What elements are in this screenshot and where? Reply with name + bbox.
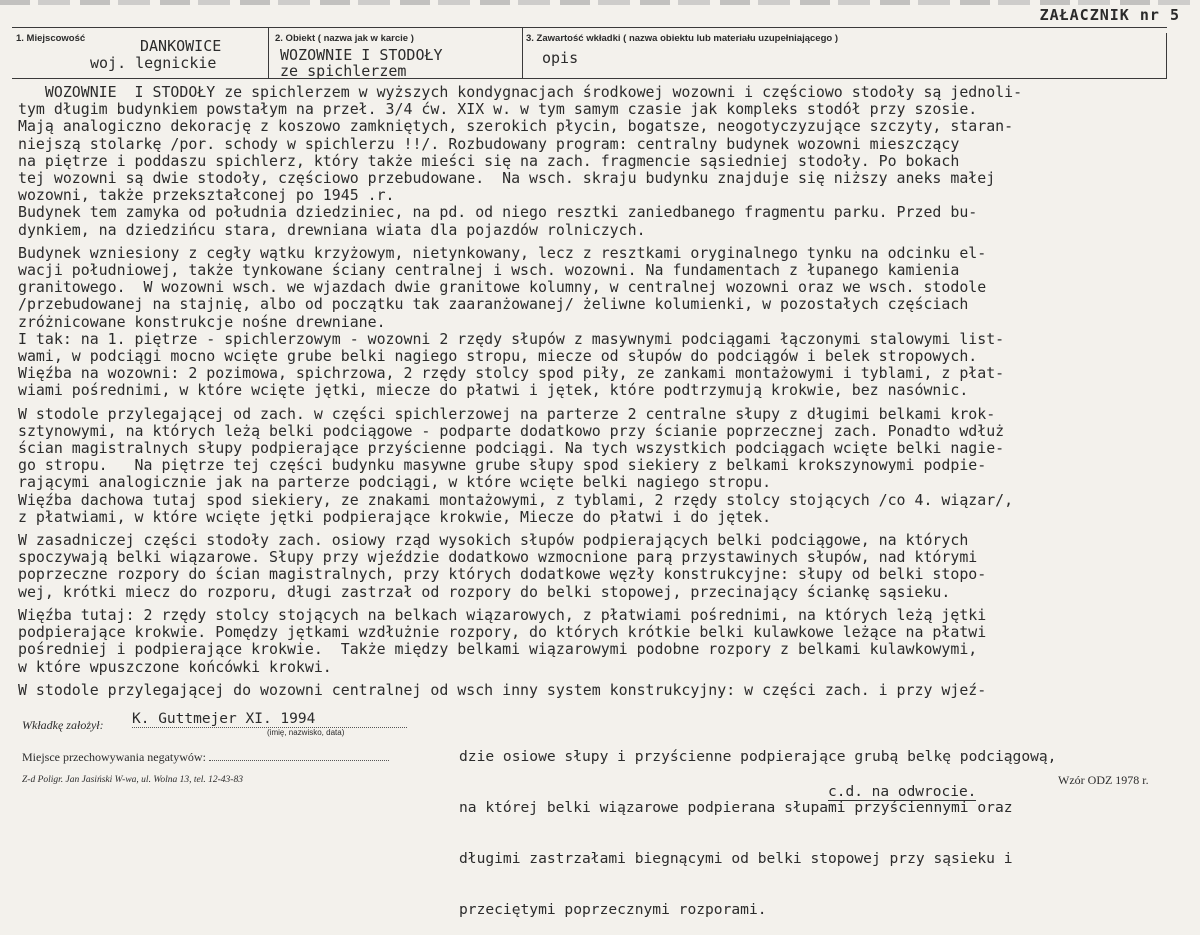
text-line: z płatwiami, w które wcięte jętki podpierające krokwie, Miecze do płatwi i do jętek. [18,507,772,526]
text-line: wacji południowej, także tynkowane ściany centralnej i wsch. wozowni. Na fundamentach z łupanego kamienia [18,261,960,280]
attachment-number: ZAŁACZNIK nr 5 [1039,6,1180,24]
printer-imprint: Z-d Poligr. Jan Jasiński W-wa, ul. Wolna 13, tel. 12-43-83 [22,775,243,785]
text-line: wami, w podciągi mocno wcięte grube belki nagiego stropu, miecze od słupów do podciągów i belek stropowych. [18,347,978,366]
form-model: Wzór ODZ 1978 r. [1058,773,1149,787]
continuation-line: przeciętymi poprzecznymi rozporami. [459,901,767,918]
text-line: na piętrze i poddaszu spichlerz, który także mieści się na zach. fragmencie sąsiedniej stodoły. Po bokach [18,151,960,170]
text-line: spoczywają belki wiązarowe. Słupy przy wjeździe dodatkowo wzmocnione parą przystawinych słupów, nad którymi [18,548,978,567]
text-line: zróżnicowane konstrukcje nośne drewniane. [18,312,386,331]
content-value: opis [542,49,579,67]
text-line: Więźba tutaj: 2 rzędy stolcy stojących na belkach wiązarowych, z płatwiami pośrednimi, na których leżą jętki [18,605,987,624]
text-line: WOZOWNIE I STODOŁY ze spichlerzem w wyższych kondygnacjach środkowej wozowni i częściowo stodoły są jednoli- [18,83,1023,101]
object-value-line2: ze spichlerzem [280,62,407,80]
top-edge-strip [0,0,1200,5]
text-line: Więźba dachowa tutaj spod siekiery, ze znakami montażowymi, z tyblami, 2 rzędy stolcy stojących /co 4. wiązar/, [18,490,1014,509]
continuation-line: długimi zastrzałami biegnącymi od belki stopowej przy sąsieku i [459,850,1013,867]
text-line: Mają analogiczno dekorację z koszowo zamkniętych, szerokich płycin, bogatsze, neogotyczyzujące szczyty, staran- [18,117,1014,136]
text-line: podpierające krokwie. Pomędzy jętkami wzdłużnie rozpory, do których krótkie belki kulawkowe leżące na płatwi [18,623,987,642]
text-line: W stodole przylegającej do wozowni centralnej od wsch inny system konstrukcyjny: w części zach. i przy wjeź- [18,680,987,699]
storage-label: Miejsce przechowywania negatywów: [22,750,206,764]
text-line: pośredniej i podpierające krokwie. Także między belkami wiązarowymi podobne rozpory z belkami kulawkowymi, [18,640,978,659]
text-line: wozowni, także przekształconej po 1945 .r. [18,186,395,205]
object-value-line1: WOZOWNIE I STODOŁY [280,46,443,64]
text-line: W stodole przylegającej od zach. w części spichlerzowej na parterze 2 centralne słupy z długimi belkami krok- [18,404,996,423]
text-line: Budynek tem zamyka od południa dziedziniec, na pd. od niego resztki zaniedbanego fragmentu parku. Przed bu- [18,203,978,222]
text-line: wej, krótki miecz do rozporu, długi zastrzał od rozpory do belki stopowej, przecinający ściankę sąsieku. [18,582,951,601]
text-line: /przebudowanej na stajnię, albo od początku tak zaaranżowanej/ żeliwne kolumienki, w pozostałych częściach [18,295,969,314]
text-line: tym długim budynkiem powstałym na przeł. 3/4 ćw. XIX w. w tym samym czasie jak kompleks stodół przy szosie. [18,100,978,119]
continuation-text [459,714,1056,935]
object-label: 2. Obiekt ( nazwa jak w karcie ) [275,33,414,44]
text-line: ścian magistralnych słupy podpierające przyścienne podciągi. Na tych wszystkich podciągach wcięte belki nagie- [18,439,1005,458]
storage-value-line [209,760,389,761]
text-line: sztynowymi, na których leżą belki podciągowe - podparte dodatkowo przy ścianie poprzecznej zach. Ponadto wdłuż [18,421,1005,440]
voivodeship-value: woj. legnickie [90,54,217,72]
place-label: 1. Miejscowość [16,33,86,44]
text-line: tej wozowni są dwie stodoły, częściowo przebudowane. Na wsch. skraju budynku znajduje się niższy aneks małej [18,169,996,188]
header-right-edge [1166,33,1167,78]
form-header [12,27,1167,79]
text-line: dynkiem, na dziedzińcu stara, drewniana wiata dla pojazdów rolniczych. [18,220,646,239]
text-line: Budynek wzniesiony z cegły wątku krzyżowym, nietynkowany, lecz z resztkami oryginalnego tynku na odcinku el- [18,243,987,262]
text-line: go stropu. Na piętrze tej części budynku masywne grube słupy spod siekiery z belkami krokszynowymi podpie- [18,456,987,475]
text-line: wiami pośrednimi, w które wcięte jętki, miecze do płatwi i jętek, które podtrzymują krokwie, bez nasównic. [18,381,969,400]
description-text [18,84,1183,699]
form-footer [22,711,442,785]
continuation-line: na której belki wiązarowe podpierana słupami przyściennymi oraz [459,799,1013,816]
header-divider-1 [268,28,269,78]
continued-overleaf: c.d. na odwrocie. [828,784,977,800]
text-line: Więźba na wozowni: 2 pozimowa, spichrzowa, 2 rzędy stolcy spod piły, ze zankami montażowymi i tyblami, z płat- [18,364,1005,383]
text-line: w które wpuszczone końcówki krokwi. [18,657,332,676]
inserted-by-label: Wkładkę założył: [22,718,104,732]
text-line: granitowego. W wozowni wsch. we wjazdach dwie granitowe kolumny, w centralnej wozowni oraz we wsch. stodole [18,278,987,297]
text-line: poprzeczne rozpory do ścian magistralnych, przy których dodatkowe węzły konstrukcyjne: słupy od belki stopo- [18,565,987,584]
text-line: I tak: na 1. piętrze - spichlerzowym - wozowni 2 rzędy słupów z masywnymi podciągami łączonymi stalowymi list- [18,329,1005,348]
header-divider-2 [522,28,523,78]
inserted-by-hint: (imię, nazwisko, data) [267,728,345,737]
text-line: W zasadniczej części stodoły zach. osiowy rząd wysokich słupów podpierających belki podciągowe, na których [18,531,969,550]
continuation-line: dzie osiowe słupy i przyścienne podpierające grubą belkę podciągową, [459,748,1057,765]
content-label: 3. Zawartość wkładki ( nazwa obiektu lub materiału uzupełniającego ) [526,33,838,44]
text-line: niejszą stolarkę /por. schody w spichlerzu !!/. Rozbudowany program: centralny budynek wozowni mieszczący [18,134,960,153]
place-value: DANKOWICE [140,37,222,55]
inserted-by-value: K. Guttmejer XI. 1994 [132,711,407,728]
text-line: rającymi analogicznie jak na parterze podciągi, w które wcięte belki nagiego stropu. [18,473,772,492]
